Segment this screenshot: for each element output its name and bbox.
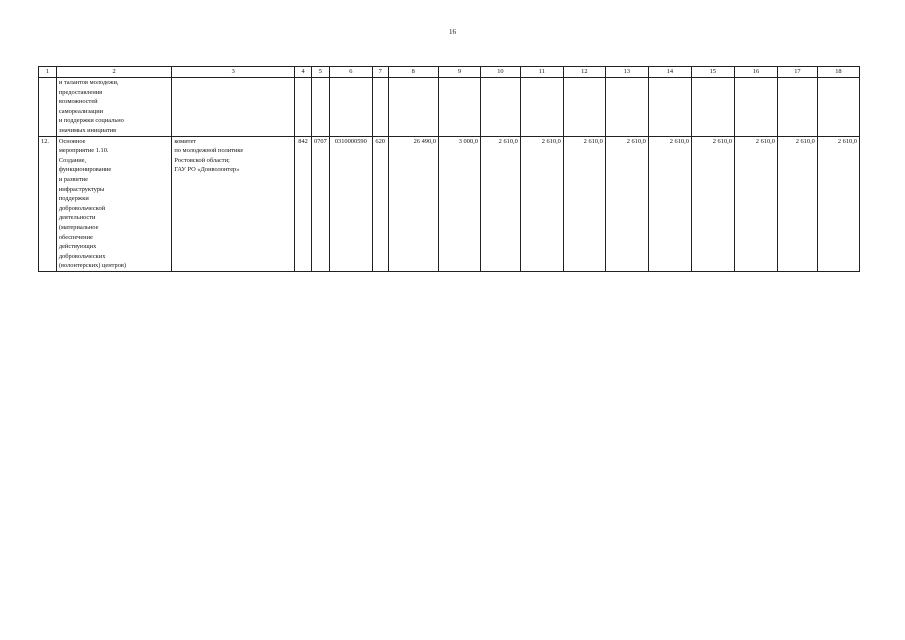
header-cell: 3: [172, 67, 295, 78]
header-cell: 5: [311, 67, 329, 78]
table-cell: 2 610,0: [648, 136, 691, 271]
table-cell: и талантов молодежи, предоставления возможностей самореализации и поддержки социально значимых инициатив: [56, 78, 171, 137]
table-cell: 842: [295, 136, 312, 271]
table-row: [39, 136, 860, 271]
table-cell: 2 610,0: [605, 136, 648, 271]
table-cell: 620: [372, 136, 388, 271]
header-cell: 4: [295, 67, 312, 78]
table-cell: 2 610,0: [480, 136, 520, 271]
table-cell: 2 610,0: [520, 136, 563, 271]
table-cell: 2 610,0: [777, 136, 817, 271]
table-cell: 12.: [39, 136, 57, 271]
header-cell: 12: [563, 67, 605, 78]
header-cell: 13: [605, 67, 648, 78]
table-cell: [295, 78, 312, 137]
table-cell: 2 610,0: [734, 136, 777, 271]
header-cell: 9: [438, 67, 480, 78]
header-cell: 18: [817, 67, 859, 78]
table-cell: [329, 78, 372, 137]
header-cell: 10: [480, 67, 520, 78]
header-cell: 7: [372, 67, 388, 78]
header-cell: 15: [691, 67, 734, 78]
table-cell: [480, 78, 520, 137]
table-cell: 26 490,0: [388, 136, 438, 271]
table-cell: 3 000,0: [438, 136, 480, 271]
table-cell: 0310000590: [329, 136, 372, 271]
header-cell: 17: [777, 67, 817, 78]
page-number: 16: [449, 28, 456, 36]
table-cell: [648, 78, 691, 137]
table-cell: [520, 78, 563, 137]
table-cell: [563, 78, 605, 137]
header-row: [39, 67, 860, 78]
table-cell: комитет по молодежной политике Ростовской области; ГАУ РО «Донволонтер»: [172, 136, 295, 271]
table-cell: [777, 78, 817, 137]
table-cell: [39, 78, 57, 137]
table-cell: 2 610,0: [691, 136, 734, 271]
table-cell: [372, 78, 388, 137]
table-cell: 2 610,0: [817, 136, 859, 271]
table-cell: [817, 78, 859, 137]
header-cell: 14: [648, 67, 691, 78]
table-cell: 0707: [311, 136, 329, 271]
header-cell: 6: [329, 67, 372, 78]
table-cell: [172, 78, 295, 137]
table-cell: [605, 78, 648, 137]
table-cell: [388, 78, 438, 137]
budget-table: [38, 66, 860, 272]
table-cell: 2 610,0: [563, 136, 605, 271]
header-cell: 1: [39, 67, 57, 78]
table-body: [39, 67, 860, 272]
table-cell: Основное мероприятие 1.10. Создание, функционирование и развитие инфраструктуры поддержки добровольческой деятельности (материальное обеспечение действующих добровольческих (волонтерских) центров): [56, 136, 171, 271]
header-cell: 11: [520, 67, 563, 78]
header-cell: 2: [56, 67, 171, 78]
table-cell: [311, 78, 329, 137]
header-cell: 8: [388, 67, 438, 78]
table-cell: [734, 78, 777, 137]
table-cell: [691, 78, 734, 137]
header-cell: 16: [734, 67, 777, 78]
table-cell: [438, 78, 480, 137]
table-row: [39, 78, 860, 137]
